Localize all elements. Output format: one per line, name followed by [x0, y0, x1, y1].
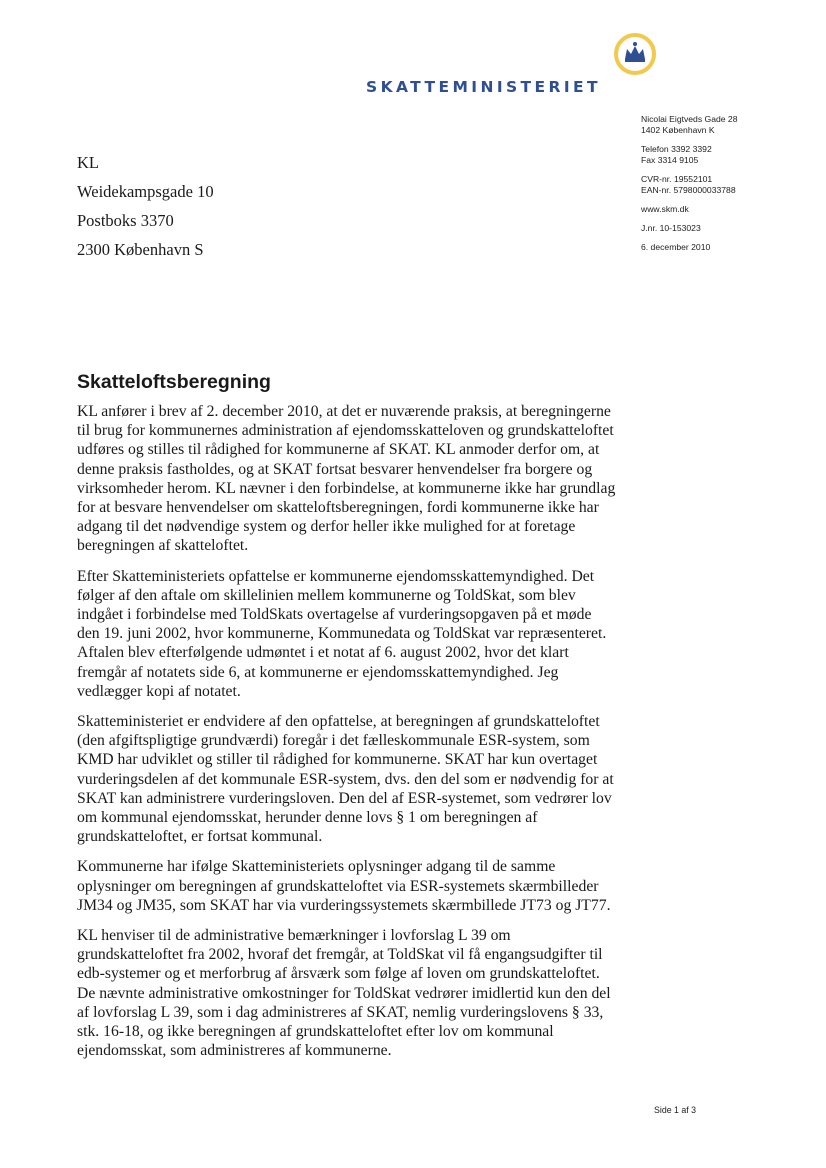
recipient-line: KL [77, 153, 99, 172]
sender-web-link[interactable]: www.skm.dk [641, 204, 689, 214]
sender-cvr: CVR-nr. 19552101 [641, 174, 713, 184]
sender-journal-number: J.nr. 10-153023 [641, 223, 701, 233]
ministry-logo [366, 32, 636, 102]
letter-body [77, 402, 617, 1072]
body-paragraph: KL henviser til de administrative bemærkninger i lovforslag L 39 om grundskatteloftet fra 2002, hvoraf det fremgår, at ToldSkat vil få engangsudgifter til edb-systemer og et merforbrug af årsværk som følge af loven om grundskatteloftet. De nævnte administrative omkostninger for ToldSkat vedrører imidlertid kun den del af lovforslag L 39, som i dag administreres af SKAT, nemlig vurderingslovens § 33, stk. 16-18, og ikke beregningen af grundskatteloftet efter lov om kommunal ejendomsskat, som administreres af kommunerne. [77, 927, 611, 1060]
page-number: Side 1 af 3 [654, 1105, 697, 1115]
logo-text: SKATTEMINISTERIET [366, 78, 601, 96]
sender-block [641, 114, 821, 261]
sender-fax: Fax 3314 9105 [641, 155, 699, 165]
recipient-address [77, 148, 214, 264]
sender-address-line2: 1402 København K [641, 125, 715, 135]
sender-address-line1: Nicolai Eigtveds Gade 28 [641, 114, 738, 124]
recipient-line: Postboks 3370 [77, 211, 174, 230]
body-paragraph: KL anfører i brev af 2. december 2010, at det er nuværende praksis, at beregningerne til brug for kommunernes administration af ejendomsskatteloven og grundskatteloftet udføres og stilles til rådighed for kommunerne af SKAT. KL anmoder derfor om, at denne praksis fastholdes, og at SKAT fortsat besvarer henvendelser fra borgere og virksomheder herom. KL nævner i den forbindelse, at kommunerne ikke har grundlag for at besvare henvendelser om skatteloftsberegningen, fordi kommunerne ikke har adgang til det nødvendige system og derfor heller ikke mulighed for at foretage beregningen af skatteloftet. [77, 403, 616, 555]
crown-crest-icon [610, 32, 660, 82]
letter-title: Skatteloftsberegning [77, 371, 271, 393]
sender-ean: EAN-nr. 5798000033788 [641, 185, 736, 195]
body-paragraph: Kommunerne har ifølge Skatteministeriets oplysninger adgang til de samme oplysninger om beregningen af grundskatteloftet via ESR-systemets skærmbilleder JM34 og JM35, som SKAT har via vurderingssystemets skærmbillede JT73 og JT77. [77, 858, 611, 914]
body-paragraph: Skatteministeriet er endvidere af den opfattelse, at beregningen af grundskatteloftet (den afgiftspligtige grundværdi) foregår i det fælleskommunale ESR-system, som KMD har udviklet og stiller til rådighed for kommunerne. SKAT har kun overtaget vurderingsdelen af det kommunale ESR-system, dvs. den del som er nødvendig for at SKAT kan administrere vurderingsloven. Den del af ESR-systemet, som vedrører lov om kommunal ejendomsskat, herunder denne lovs § 1 om beregningen af grundskatteloftet, er fortsat kommunal. [77, 713, 614, 846]
letter-date: 6. december 2010 [641, 242, 711, 252]
sender-phone: Telefon 3392 3392 [641, 144, 712, 154]
body-paragraph: Efter Skatteministeriets opfattelse er kommunerne ejendomsskattemyndighed. Det følger af den aftale om skillelinien mellem kommunerne og ToldSkat, som blev indgået i forbindelse med ToldSkats overtagelse af vurderingsopgaven på et møde den 19. juni 2002, hvor kommunerne, Kommunedata og ToldSkat var repræsenteret. Aftalen blev efterfølgende udmøntet i et notat af 6. august 2002, hvor det klart fremgår af notatets side 6, at kommunerne er ejendomsskattemyndighed. Jeg vedlægger kopi af notatet. [77, 567, 607, 700]
recipient-line: 2300 København S [77, 240, 204, 259]
recipient-line: Weidekampsgade 10 [77, 182, 214, 201]
